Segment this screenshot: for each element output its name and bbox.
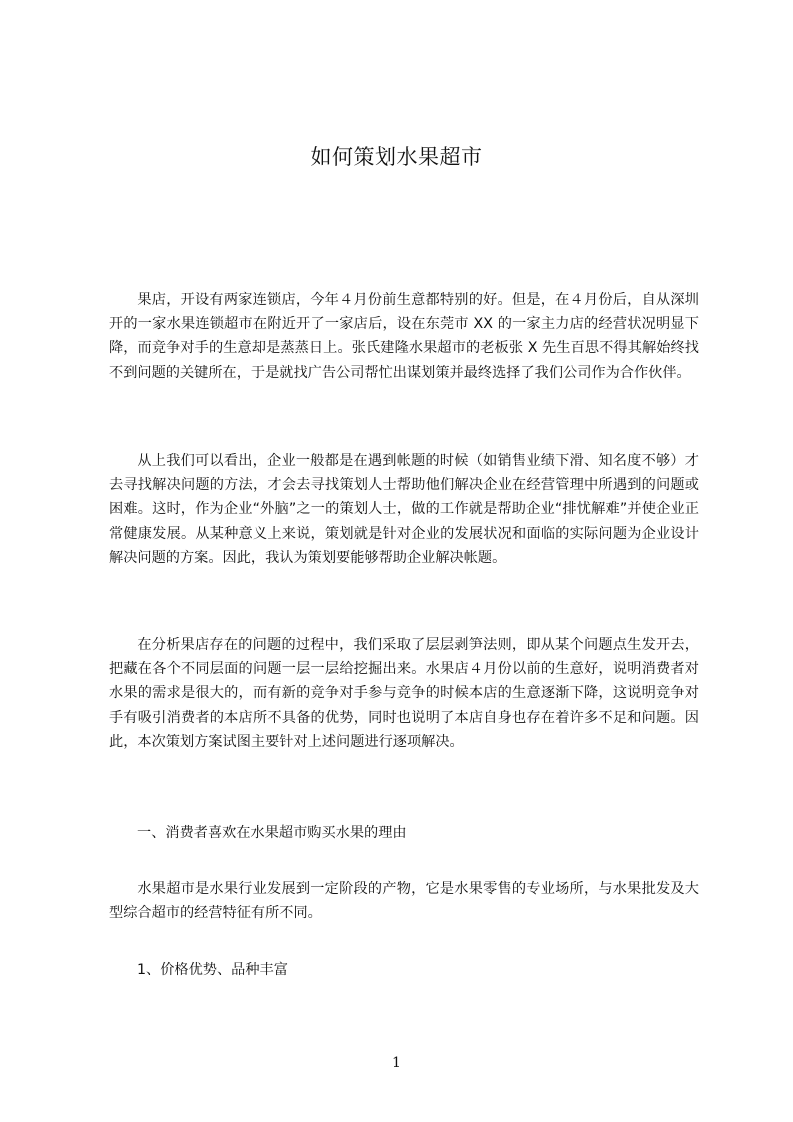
paragraph-1: 果店，开设有两家连锁店，今年４月份前生意都特别的好。但是，在４月份后，自从深圳开的一家水果连锁超市在附近开了一家店后，设在东莞市 XX 的一家主力店的经营状况明显下降，而竞争对手的生意却是蒸蒸日上。张氏建隆水果超市的老板张 X 先生百思不得其解始终找不到问题的关键所在，于是就找广告公司帮忙出谋划策并最终选择了我们公司作为合作伙伴。 <box>109 292 699 381</box>
paragraph-2: 从上我们可以看出，企业一般都是在遇到帐题的时候（如销售业绩下滑、知名度不够）才去寻找解决问题的方法，才会去寻找策划人士帮助他们解决企业在经营管理中所遇到的问题或困难。这时，作为企业“外脑”之一的策划人士，做的工作就是帮助企业“排忧解难”并使企业正常健康发展。从某种意义上来说，策划就是针对企业的发展状况和面临的实际问题为企业设计解决问题的方案。因此，我认为策划要能够帮助企业解决帐题。 <box>109 453 699 566</box>
subheading: 1、价格优势、品种丰富 <box>137 962 288 978</box>
paragraph-3: 在分析果店存在的问题的过程中，我们采取了层层剥笋法则，即从某个问题点生发开去，把藏在各个不同层面的问题一层一层给挖掘出来。水果店４月份以前的生意好，说明消费者对水果的需求是很大的，而有新的竞争对手参与竞争的时候本店的生意逐渐下降，这说明竞争对手有吸引消费者的本店所不具备的优势，同时也说明了本店自身也存在着许多不足和问题。因此，本次策划方案试图主要针对上述问题进行逐项解决。 <box>109 637 699 750</box>
page-number: 1 <box>392 1055 401 1071</box>
section-heading: 一、消费者喜欢在水果超市购买水果的理由 <box>137 825 407 841</box>
document-title: 如何策划水果超市 <box>310 145 483 169</box>
section-paragraph: 水果超市是水果行业发展到一定阶段的产物，它是水果零售的专业场所，与水果批发及大型综合超市的经营特征有所不同。 <box>109 881 699 922</box>
